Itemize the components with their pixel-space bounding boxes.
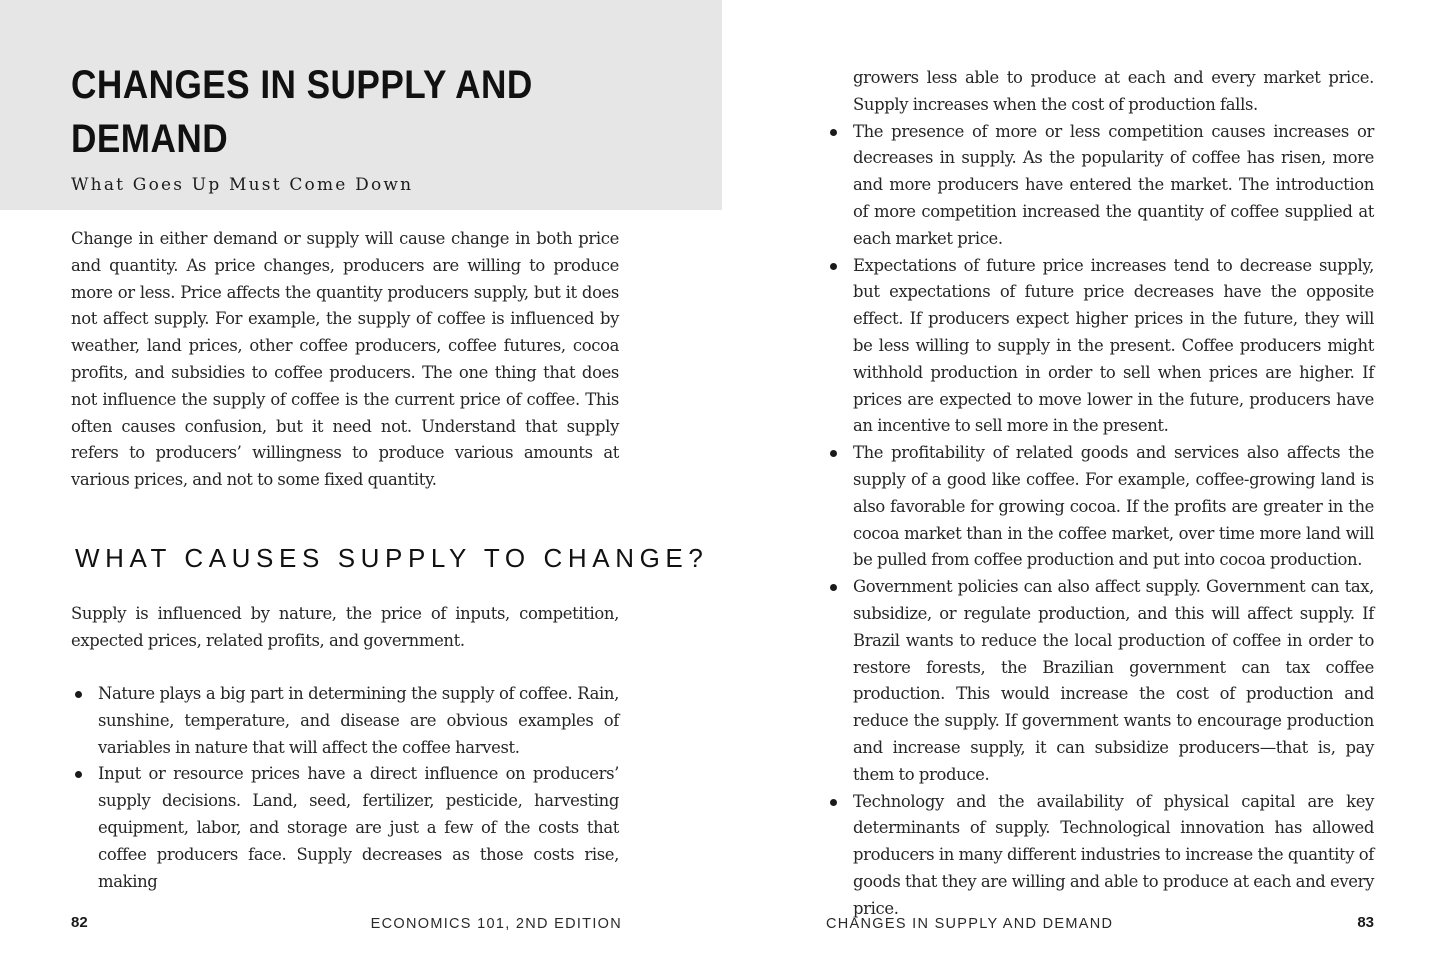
list-item-text: Nature plays a big part in determining the supply of coffee. Rain, sunshine, temperature, and disease are obvious examples of variables in nature that will affect the coffee harvest.	[98, 684, 619, 757]
bullet-icon	[830, 263, 837, 270]
intro-paragraph: Change in either demand or supply will cause change in both price and quantity. As price changes, producers are willing to produce more or less. Price affects the quantity producers supply, but it does not affect supply. For example, the supply of coffee is influenced by weather, land prices, other coffee producers, coffee futures, cocoa profits, and subsidies to coffee producers. The one thing that does not influence the supply of coffee is the current price of coffee. This often causes confusion, but it need not. Understand that supply refers to producers’ willingness to produce various amounts at various prices, and not to some fixed quantity.	[71, 229, 619, 490]
list-item	[826, 574, 1374, 788]
list-item	[826, 789, 1374, 923]
list-item-text: The profitability of related goods and services also affects the supply of a good like coffee. For example, coffee-growing land is also favorable for growing cocoa. If the profits are greater in the cocoa market than in the coffee market, over time more land will be pulled from coffee production and put into cocoa production.	[853, 443, 1374, 570]
right-page	[722, 0, 1445, 980]
page-number-right: 83	[1357, 914, 1374, 931]
left-page	[0, 0, 722, 980]
running-head-right: CHANGES IN SUPPLY AND DEMAND	[826, 916, 1114, 932]
list-item	[826, 119, 1374, 253]
list-item-text: Technology and the availability of physical capital are key determinants of supply. Technological innovation has allowed producers in many different industries to increase the quantity of goods that they are willing and able to produce at each and every price.	[853, 791, 1375, 918]
bullet-icon	[830, 450, 837, 457]
list-item	[71, 681, 619, 761]
chapter-title: CHANGES IN SUPPLY AND DEMAND	[71, 63, 533, 161]
continued-text: growers less able to produce at each and every market price. Supply increases when the cost of production falls.	[853, 68, 1374, 114]
supply-factors-list-right	[826, 65, 1374, 923]
chapter-subtitle: What Goes Up Must Come Down	[71, 175, 414, 195]
list-item-text: Government policies can also affect supply. Government can tax, subsidize, or regulate production, and this will affect supply. If Brazil wants to reduce the local production of coffee in order to restore forests, the Brazilian government can tax coffee production. This would increase the cost of production and reduce the supply. If government wants to encourage production and increase supply, it can subsidize producers—that is, pay them to produce.	[853, 577, 1374, 784]
section-heading: WHAT CAUSES SUPPLY TO CHANGE?	[75, 543, 709, 573]
running-head-left: ECONOMICS 101, 2ND EDITION	[370, 916, 622, 932]
list-item-text: Input or resource prices have a direct influence on producers’ supply decisions. Land, seed, fertilizer, pesticide, harvesting equipment, labor, and storage are just a few of the costs that coffee producers face. Supply decreases as those costs rise, making	[98, 764, 619, 891]
supply-factors-list-left	[71, 681, 619, 895]
bullet-icon	[830, 584, 837, 591]
list-item	[826, 253, 1374, 441]
list-item	[71, 761, 619, 895]
list-item-text: The presence of more or less competition causes increases or decreases in supply. As the popularity of coffee has risen, more and more producers have entered the market. The introduction of more competition increased the quantity of coffee supplied at each market price.	[853, 121, 1374, 248]
page-number-left: 82	[71, 914, 88, 931]
section-paragraph: Supply is influenced by nature, the price of inputs, competition, expected prices, related profits, and government.	[71, 604, 619, 650]
bullet-icon	[830, 799, 837, 806]
bullet-icon	[75, 691, 82, 698]
list-item-text: Expectations of future price increases tend to decrease supply, but expectations of future price decreases have the opposite effect. If producers expect higher prices in the future, they will be less willing to supply in the present. Coffee producers might withhold production in order to sell when prices are higher. If prices are expected to move lower in the future, producers have an incentive to sell more in the present.	[853, 255, 1374, 436]
bullet-icon	[830, 129, 837, 136]
list-item	[826, 440, 1374, 574]
bullet-icon	[75, 771, 82, 778]
